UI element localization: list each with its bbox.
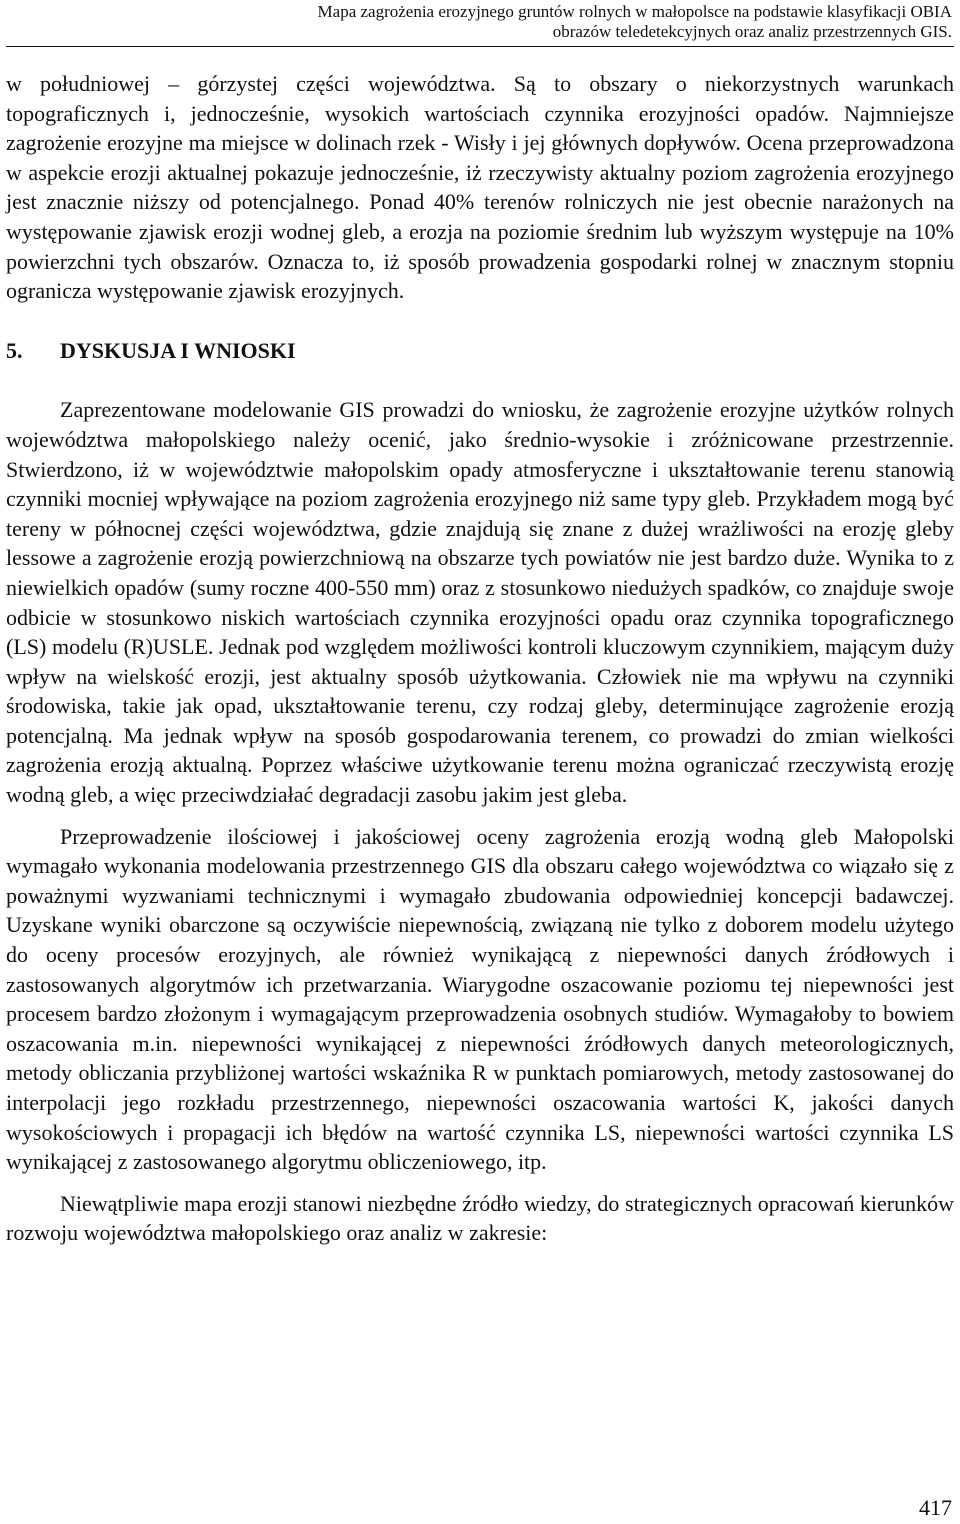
running-header-line-1: Mapa zagrożenia erozyjnego gruntów rolnych w małopolsce na podstawie klasyfikacji OBIA bbox=[317, 2, 952, 21]
paragraph-discussion-1: Zaprezentowane modelowanie GIS prowadzi do wniosku, że zagrożenie erozyjne użytków rolnych województwa małopolskiego należy ocenić, jako średnio-wysokie i zróżnicowane przestrzennie. Stwierdzono, iż w województwie małopolskim opady atmosferyczne i ukształtowanie terenu stanowią czynniki mocniej wpływające na poziom zagrożenia erozyjnego niż same typy gleb. Przykładem mogą być tereny w północnej części województwa, gdzie znajdują się znane z dużej wrażliwości na erozję gleby lessowe a zagrożenie erozją powierzchniową na obszarze tych powiatów nie jest bardzo duże. Wynika to z niewielkich opadów (sumy roczne 400-550 mm) oraz z stosunkowo niedużych spadków, co znajduje swoje odbicie w stosunkowo niskich wartościach czynnika erozyjności opadu oraz czynnika topograficznego (LS) modelu (R)USLE. Jednak pod względem możliwości kontroli kluczowym czynnikiem, mającym duży wpływ na wielskość erozji, jest aktualny sposób użytkowania. Człowiek nie ma wpływu na czynniki środowiska, takie jak opad, ukształtowanie terenu, czy rodzaj gleby, determinujące zagrożenie erozją potencjalną. Ma jednak wpływ na sposób gospodarowania terenem, co prowadzi do zmian wielkości zagrożenia erozją aktualną. Poprzez właściwe użytkowanie terenu można ograniczać rzeczywistą erozję wodną gleb, a więc przeciwdziałać degradacji zasobu jakim jest gleba. bbox=[6, 397, 954, 808]
header-divider bbox=[6, 46, 954, 47]
section-number: 5. bbox=[6, 337, 23, 363]
running-header-line-2: obrazów teledetekcyjnych oraz analiz przestrzennych GIS. bbox=[552, 22, 952, 41]
spacer bbox=[6, 365, 954, 395]
paragraph-continuation: w południowej – górzystej części województwa. Są to obszary o niekorzystnych warunkach topograficznych i, jednocześnie, wysokich wartościach czynnika erozyjności opadów. Najmniejsze zagrożenie erozyjne ma miejsce w dolinach rzek - Wisły i jej głównych dopływów. Ocena przeprowadzona w aspekcie erozji aktualnej pokazuje jednocześnie, iż rzeczywisty aktualny poziom zagrożenia erozyjnego jest znacznie niższy od potencjalnego. Ponad 40% terenów rolniczych nie jest obecnie narażonych na występowanie zjawisk erozji wodnej gleb, a erozja na poziomie średnim lub wyższym występuje na 10% powierzchni tych obszarów. Oznacza to, iż sposób prowadzenia gospodarki rolnej w znacznym stopniu ogranicza występowanie zjawisk erozyjnych. bbox=[6, 71, 954, 304]
page-number: 417 bbox=[919, 1495, 952, 1520]
paragraph-discussion-3: Niewątpliwie mapa erozji stanowi niezbędne źródło wiedzy, do strategicznych opracowań kierunków rozwoju województwa małopolskiego oraz analiz w zakresie: bbox=[6, 1190, 954, 1246]
section-heading bbox=[6, 336, 954, 366]
section-title: DYSKUSJA I WNIOSKI bbox=[60, 337, 296, 363]
spacer bbox=[6, 810, 954, 822]
paragraph-discussion-2: Przeprowadzenie ilościowej i jakościowej oceny zagrożenia erozją wodną gleb Małopolski wymagało wykonania modelowania przestrzennego GIS dla obszaru całego województwa co wiązało się z poważnymi wyzwaniami technicznymi i wymagało zbudowania odpowiedniej koncepcji badawczej. Uzyskane wyniki obarczone są oczywiście niepewnością, związaną nie tylko z doborem modelu użytego do oceny procesów erozyjnych, ale również wynikającą z niepewności danych źródłowych i zastosowanych algorytmów ich przetwarzania. Wiarygodne oszacowanie poziomu tej niepewności jest procesem bardzo złożonym i wymagającym przeprowadzenia osobnych studiów. Wymagałoby to bowiem oszacowania m.in. niepewności wynikającej z niepewności źródłowych danych meteorologicznych, metody obliczania przybliżonej wartości wskaźnika R w punktach pomiarowych, metody zastosowanej do interpolacji jego rozkładu przestrzennego, niepewności oszacowania wartości K, jakości danych wysokościowych i propagacji ich błędów na wartość czynnika LS, niepewności wartości czynnika LS wynikającej z zastosowanego algorytmu obliczeniowego, itp. bbox=[6, 823, 954, 1175]
spacer bbox=[6, 1177, 954, 1189]
page-body bbox=[6, 69, 954, 1248]
spacer bbox=[6, 306, 954, 336]
running-header bbox=[0, 2, 952, 42]
